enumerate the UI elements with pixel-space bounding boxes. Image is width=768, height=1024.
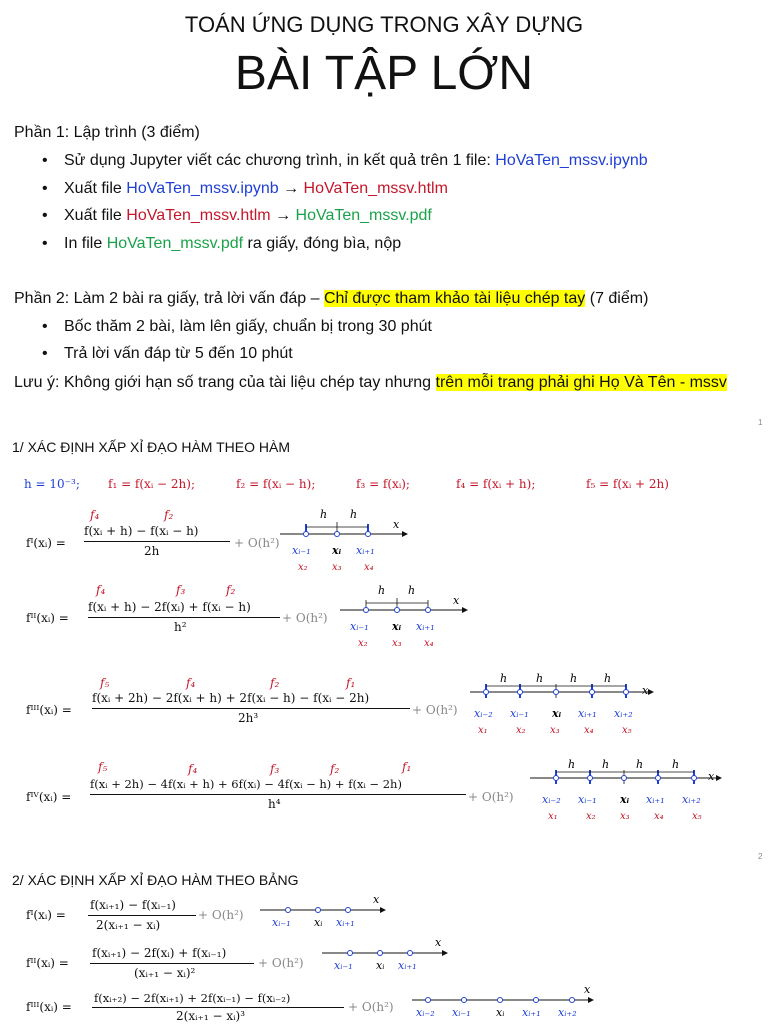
node-label: xᵢ xyxy=(332,544,342,557)
def-f1: f₁ = f(xᵢ − 2h); xyxy=(108,477,196,491)
node-index: x₂ xyxy=(586,811,596,822)
node-index: x₄ xyxy=(424,638,434,649)
fraction-bar xyxy=(92,1007,344,1008)
node-label: xᵢ₋₁ xyxy=(350,620,369,633)
tag-f5: f₅ xyxy=(100,676,110,690)
error-term: + O(h²) xyxy=(258,956,304,970)
tag-f3: f₃ xyxy=(176,583,186,597)
h-label: h xyxy=(602,758,610,771)
numerator: f(xᵢ₊₂) − 2f(xᵢ₊₁) + 2f(xᵢ₋₁) − f(xᵢ₋₂) xyxy=(94,991,291,1005)
denominator: 2h³ xyxy=(238,711,259,725)
h-label: h xyxy=(672,758,680,771)
table-axis-3pt xyxy=(260,892,390,932)
lhs: fᴵᴵ(xᵢ) = xyxy=(26,611,69,625)
node-index: x₃ xyxy=(620,811,630,822)
denominator: h⁴ xyxy=(268,797,281,811)
h-label: h xyxy=(500,672,508,685)
numerator: f(xᵢ₊₁) − f(xᵢ₋₁) xyxy=(90,898,176,912)
part2-note xyxy=(14,374,727,392)
tag-f1: f₁ xyxy=(346,676,356,690)
part2-text: Phần 2: Làm 2 bài ra giấy, trả lời vấn đáp – xyxy=(14,290,320,307)
bullet-text: ra giấy, đóng bìa, nộp xyxy=(247,235,402,252)
x-label: x xyxy=(453,594,460,607)
node-label: xᵢ₋₂ xyxy=(474,707,493,720)
numerator: f(xᵢ + h) − f(xᵢ − h) xyxy=(84,524,199,538)
tag-f4: f₄ xyxy=(96,583,106,597)
h-label: h xyxy=(408,584,416,597)
table-axis-3pt xyxy=(322,935,452,975)
arrow-icon xyxy=(716,775,722,781)
fraction-bar xyxy=(84,541,230,542)
numerator: f(xᵢ₊₁) − 2f(xᵢ) + f(xᵢ₋₁) xyxy=(92,946,227,960)
bullet-text: Xuất file xyxy=(64,180,122,197)
arrow-icon: → xyxy=(283,180,300,197)
page-number: 1 xyxy=(758,418,763,427)
page-number: 2 xyxy=(758,852,763,861)
fraction-bar xyxy=(88,617,280,618)
bullet-text: Sử dụng Jupyter viết các chương trình, in kết quả trên 1 file: xyxy=(64,152,491,169)
error-term: + O(h²) xyxy=(282,611,328,625)
error-term: + O(h²) xyxy=(198,908,244,922)
x-label: x xyxy=(393,518,400,531)
fraction-bar xyxy=(88,915,196,916)
arrow-icon: → xyxy=(275,207,292,224)
node-index: x₅ xyxy=(622,725,632,736)
node-label: xᵢ₊₁ xyxy=(578,707,597,720)
section1-heading: 1/ XÁC ĐỊNH XẤP XỈ ĐẠO HÀM THEO HÀM xyxy=(12,439,290,455)
h-label: h xyxy=(604,672,612,685)
error-term: + O(h²) xyxy=(412,703,458,717)
denominator: 2(xᵢ₊₁ − xᵢ)³ xyxy=(176,1009,245,1023)
def-h: h = 10⁻³; xyxy=(24,477,80,491)
page-title: BÀI TẬP LỚN xyxy=(234,47,534,100)
axis-diagram-5pt xyxy=(530,756,726,828)
node-index: x₂ xyxy=(516,725,526,736)
part2-points: (7 điểm) xyxy=(589,290,649,307)
node-label: xᵢ₊₂ xyxy=(614,707,633,720)
file-name: HoVaTen_mssv.ipynb xyxy=(126,180,279,197)
node-index: x₃ xyxy=(392,638,402,649)
part1-title: Phần 1: Lập trình (3 điểm) xyxy=(14,124,200,141)
def-f4: f₄ = f(xᵢ + h); xyxy=(456,477,536,491)
section2-heading: 2/ XÁC ĐỊNH XẤP XỈ ĐẠO HÀM THEO BẢNG xyxy=(12,872,299,888)
node-index: x₂ xyxy=(358,638,368,649)
node-index: x₄ xyxy=(654,811,664,822)
tag-f3: f₃ xyxy=(270,762,280,776)
tag-f2: f₂ xyxy=(330,762,340,776)
bullet-text: In file xyxy=(64,235,103,252)
part1-bullet-1 xyxy=(64,152,648,170)
tag-f4: f₄ xyxy=(90,508,100,522)
node-index: x₅ xyxy=(692,811,702,822)
numerator: f(xᵢ + h) − 2f(xᵢ) + f(xᵢ − h) xyxy=(88,600,251,614)
tag-f2: f₂ xyxy=(226,583,236,597)
h-label: h xyxy=(320,508,328,521)
node-label: xᵢ xyxy=(314,916,323,929)
axis-diagram-5pt xyxy=(470,670,658,742)
node-label: xᵢ₋₂ xyxy=(542,793,561,806)
axis-diagram-3pt xyxy=(280,504,410,576)
node-index: x₂ xyxy=(298,562,308,573)
node-index: x₄ xyxy=(364,562,374,573)
node-label: xᵢ₊₁ xyxy=(522,1006,541,1019)
h-label: h xyxy=(536,672,544,685)
h-label: h xyxy=(350,508,358,521)
table-axis-5pt xyxy=(412,982,598,1022)
file-name: HoVaTen_mssv.ipynb xyxy=(495,152,648,169)
node-label: xᵢ₊₁ xyxy=(336,916,355,929)
lhs: fᴵᴵᴵ(xᵢ) = xyxy=(26,703,72,717)
node-index: x₁ xyxy=(548,811,558,822)
part2-bullet-2: • Trả lời vấn đáp từ 5 đến 10 phút xyxy=(64,345,293,363)
lhs: fᴵᴵᴵ(xᵢ) = xyxy=(26,1000,72,1014)
tag-f1: f₁ xyxy=(402,760,412,774)
node-label: xᵢ₋₁ xyxy=(452,1006,471,1019)
node-label: xᵢ xyxy=(376,959,385,972)
numerator: f(xᵢ + 2h) − 2f(xᵢ + h) + 2f(xᵢ − h) − f(xᵢ − 2h) xyxy=(92,691,370,705)
node-label: xᵢ₊₁ xyxy=(356,544,375,557)
node-label: xᵢ₊₁ xyxy=(416,620,435,633)
node-label: xᵢ xyxy=(620,793,630,806)
node-label: xᵢ₋₁ xyxy=(292,544,311,557)
lhs: fᴵᴵ(xᵢ) = xyxy=(26,956,69,970)
node-index: x₃ xyxy=(550,725,560,736)
node-label: xᵢ xyxy=(392,620,402,633)
def-f3: f₃ = f(xᵢ); xyxy=(356,477,410,491)
arrow-icon xyxy=(588,997,594,1003)
x-label: x xyxy=(373,893,380,906)
highlight-text: trên mỗi trang phải ghi Họ Và Tên - mssv xyxy=(435,374,727,391)
h-label: h xyxy=(636,758,644,771)
tag-f5: f₅ xyxy=(98,760,108,774)
node-label: xᵢ xyxy=(496,1006,505,1019)
highlight-text: Chỉ được tham khảo tài liệu chép tay xyxy=(323,290,586,307)
denominator: 2h xyxy=(144,544,160,558)
part2-bullet-1: • Bốc thăm 2 bài, làm lên giấy, chuẩn bị trong 30 phút xyxy=(64,318,432,336)
x-label: x xyxy=(435,936,442,949)
fraction-bar xyxy=(90,794,466,795)
h-label: h xyxy=(378,584,386,597)
denominator: h² xyxy=(174,620,187,634)
node-index: x₄ xyxy=(584,725,594,736)
part1-bullet-4 xyxy=(64,235,401,253)
error-term: + O(h²) xyxy=(468,790,514,804)
h-label: h xyxy=(568,758,576,771)
part1-bullet-3 xyxy=(64,207,432,225)
part2-title xyxy=(14,290,648,308)
file-name: HoVaTen_mssv.pdf xyxy=(295,207,432,224)
node-label: xᵢ₋₁ xyxy=(272,916,291,929)
bullet-text: Xuất file xyxy=(64,207,122,224)
arrow-icon xyxy=(402,531,408,537)
node-label: xᵢ xyxy=(552,707,562,720)
error-term: + O(h²) xyxy=(348,1000,394,1014)
fraction-bar xyxy=(90,963,254,964)
file-name: HoVaTen_mssv.htlm xyxy=(126,207,271,224)
tag-f2: f₂ xyxy=(270,676,280,690)
x-label: x xyxy=(584,983,591,996)
node-label: xᵢ₊₂ xyxy=(682,793,701,806)
node-label: xᵢ₋₂ xyxy=(416,1006,435,1019)
node-label: xᵢ₊₁ xyxy=(646,793,665,806)
def-f5: f₅ = f(xᵢ + 2h) xyxy=(586,477,669,491)
axis-diagram-3pt xyxy=(340,580,470,652)
x-label: x xyxy=(642,684,649,697)
course-title: TOÁN ỨNG DỤNG TRONG XÂY DỰNG xyxy=(184,12,584,37)
denominator: (xᵢ₊₁ − xᵢ)² xyxy=(134,966,196,980)
fraction-bar xyxy=(92,708,410,709)
node-label: xᵢ₋₁ xyxy=(334,959,353,972)
arrow-icon xyxy=(462,607,468,613)
error-term: + O(h²) xyxy=(234,536,280,550)
lhs: fᴵⱽ(xᵢ) = xyxy=(26,790,72,804)
tag-f4: f₄ xyxy=(188,762,198,776)
x-label: x xyxy=(708,770,715,783)
def-f2: f₂ = f(xᵢ − h); xyxy=(236,477,316,491)
tag-f4: f₄ xyxy=(186,676,196,690)
node-label: xᵢ₋₁ xyxy=(578,793,597,806)
denominator: 2(xᵢ₊₁ − xᵢ) xyxy=(96,918,161,932)
node-label: xᵢ₋₁ xyxy=(510,707,529,720)
arrow-icon xyxy=(442,950,448,956)
file-name: HoVaTen_mssv.pdf xyxy=(106,235,244,252)
tag-f2: f₂ xyxy=(164,508,174,522)
h-label: h xyxy=(570,672,578,685)
node-index: x₃ xyxy=(332,562,342,573)
file-name: HoVaTen_mssv.htlm xyxy=(303,180,448,197)
part1-bullet-2 xyxy=(64,180,448,198)
lhs: fᴵ(xᵢ) = xyxy=(26,536,66,550)
node-label: xᵢ₊₂ xyxy=(558,1006,577,1019)
lhs: fᴵ(xᵢ) = xyxy=(26,908,66,922)
note-text: Lưu ý: Không giới hạn số trang của tài liệu chép tay nhưng xyxy=(14,374,432,391)
node-label: xᵢ₊₁ xyxy=(398,959,417,972)
arrow-icon xyxy=(380,907,386,913)
node-index: x₁ xyxy=(478,725,488,736)
numerator: f(xᵢ + 2h) − 4f(xᵢ + h) + 6f(xᵢ) − 4f(xᵢ − h) + f(xᵢ − 2h) xyxy=(90,777,402,791)
arrow-icon xyxy=(648,689,654,695)
